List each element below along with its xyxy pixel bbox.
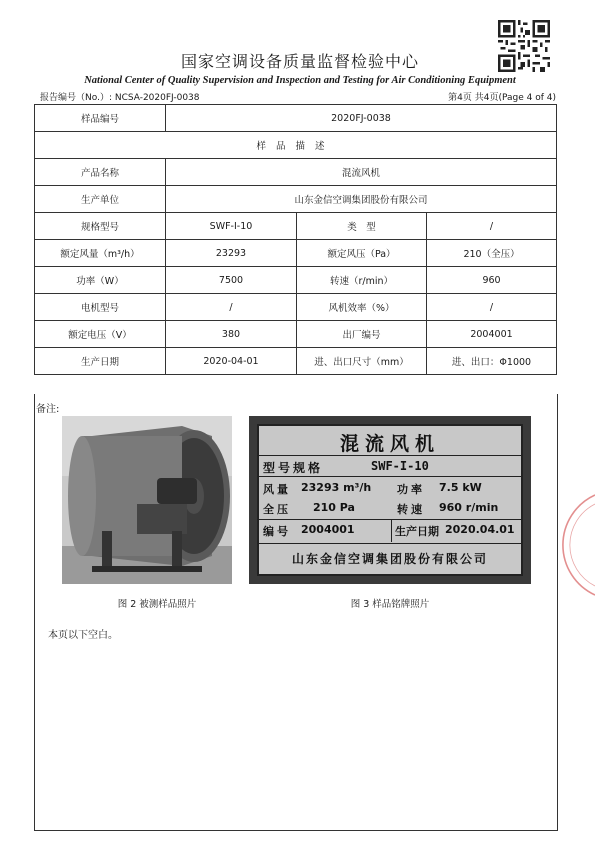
table-row — [35, 186, 557, 213]
table-row — [35, 348, 557, 375]
cell-label: 功率（W） — [35, 267, 166, 294]
manufacturer-value: 山东金信空调集团股份有限公司 — [166, 186, 557, 213]
center-title-cn: 国家空调设备质量监督检验中心 — [180, 52, 419, 71]
cell-label: 转速（r/min） — [297, 267, 427, 294]
table-row — [35, 321, 557, 348]
figure-3-caption: 图 3 样品铭牌照片 — [350, 599, 430, 610]
cell-value: / — [166, 294, 297, 321]
cell-label: 生产日期 — [35, 348, 166, 375]
cell-value: 2020-04-01 — [166, 348, 297, 375]
section-title: 样品描述 — [35, 132, 557, 159]
cell-label: 进、出口尺寸（mm） — [297, 348, 427, 375]
table-row — [35, 159, 557, 186]
manufacturer-label: 生产单位 — [35, 186, 166, 213]
nameplate-model-value: SWF-I-10 — [371, 459, 429, 473]
fan-sample-photo — [62, 416, 232, 584]
cell-label: 出厂编号 — [297, 321, 427, 348]
nameplate-photo — [249, 416, 531, 584]
cell-value: 23293 — [166, 240, 297, 267]
cell-value: SWF-I-10 — [166, 213, 297, 240]
cell-value: 380 — [166, 321, 297, 348]
figure-2-caption: 图 2 被测样品照片 — [117, 599, 197, 610]
cell-value: 2004001 — [427, 321, 557, 348]
product-name-value: 混流风机 — [166, 159, 557, 186]
nameplate-power-label: 功率 — [397, 483, 425, 496]
nameplate-date-value: 2020.04.01 — [445, 523, 515, 536]
sample-description-table — [34, 104, 557, 375]
sample-no-label: 样品编号 — [35, 105, 166, 132]
blank-below-note: 本页以下空白。 — [48, 630, 118, 641]
notes-label: 备注: — [36, 404, 60, 415]
nameplate-model-label: 型号规格 — [263, 461, 324, 475]
nameplate-pressure-value: 210 Pa — [313, 501, 355, 514]
table-row — [35, 240, 557, 267]
cell-label: 额定风量（m³/h） — [35, 240, 166, 267]
cell-value: / — [427, 294, 557, 321]
nameplate-flow-value: 23293 m³/h — [301, 481, 372, 494]
cell-label: 电机型号 — [35, 294, 166, 321]
sample-no-value: 2020FJ-0038 — [166, 105, 557, 132]
cell-value: / — [427, 213, 557, 240]
cell-value: 进、出口：Φ1000 — [427, 348, 557, 375]
nameplate-serial-value: 2004001 — [301, 523, 355, 536]
table-row — [35, 294, 557, 321]
nameplate-pressure-label: 全压 — [263, 503, 291, 516]
product-name-label: 产品名称 — [35, 159, 166, 186]
table-row — [35, 213, 557, 240]
nameplate-date-label: 生产日期 — [395, 525, 439, 538]
table-row — [35, 132, 557, 159]
table-row — [35, 267, 557, 294]
cell-label: 风机效率（%） — [297, 294, 427, 321]
table-row — [35, 105, 557, 132]
nameplate-flow-label: 风量 — [263, 483, 291, 496]
nameplate-speed-label: 转速 — [397, 503, 425, 516]
nameplate-title: 混流风机 — [259, 429, 521, 456]
cell-label: 规格型号 — [35, 213, 166, 240]
report-number: 报告编号（No.）: NCSA-2020FJ-0038 — [40, 93, 200, 103]
seal-stamp — [555, 490, 595, 600]
center-title-en: National Center of Quality Supervision and Inspection and Testing for Air Conditioning Equipment — [84, 75, 516, 86]
nameplate-maker: 山东金信空调集团股份有限公司 — [291, 552, 488, 566]
cell-value: 960 — [427, 267, 557, 294]
nameplate-serial-label: 编号 — [263, 525, 291, 538]
cell-value: 210（全压） — [427, 240, 557, 267]
nameplate-speed-value: 960 r/min — [439, 501, 499, 514]
cell-label: 额定电压（V） — [35, 321, 166, 348]
page-number: 第4页 共4页(Page 4 of 4) — [448, 93, 556, 103]
nameplate-power-value: 7.5 kW — [439, 481, 482, 494]
cell-label: 类 型 — [297, 213, 427, 240]
cell-label: 额定风压（Pa） — [297, 240, 427, 267]
cell-value: 7500 — [166, 267, 297, 294]
